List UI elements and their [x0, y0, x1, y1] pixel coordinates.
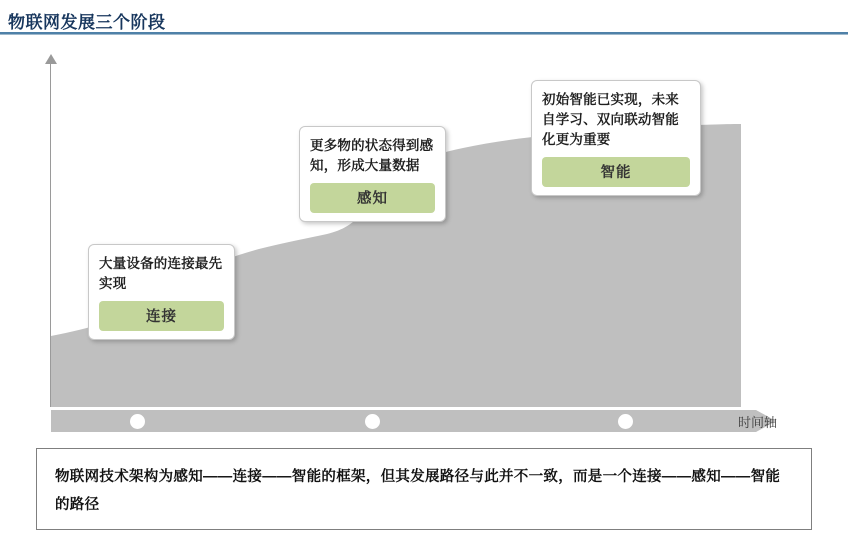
- time-axis-marker-3: [618, 414, 633, 429]
- stage-description-smart: 初始智能已实现，未来自学习、双向联动智能化更为重要: [542, 92, 679, 147]
- stage-card-smart: [531, 80, 701, 196]
- stage-chip-sense: 感知: [310, 183, 435, 213]
- stage-description-connect: 大量设备的连接最先实现: [99, 256, 223, 291]
- page-title: 物联网发展三个阶段: [8, 13, 166, 32]
- title-divider-secondary: [0, 34, 848, 35]
- y-axis-arrow-icon: [45, 54, 57, 64]
- stage-chip-smart: 智能: [542, 157, 690, 187]
- time-axis-marker-1: [130, 414, 145, 429]
- stage-description-sense: 更多物的状态得到感知，形成大量数据: [310, 138, 434, 173]
- conclusion-box: [36, 448, 812, 530]
- stage-card-sense: [299, 126, 446, 222]
- conclusion-text: 物联网技术架构为感知——连接——智能的框架，但其发展路径与此并不一致，而是一个连接——感知——智能的路径: [55, 469, 781, 513]
- time-axis-marker-2: [365, 414, 380, 429]
- time-axis-bar: [51, 410, 756, 432]
- stage-card-connect: [88, 244, 235, 340]
- x-axis-label: 时间轴: [738, 415, 778, 430]
- stage-chip-connect: 连接: [99, 301, 224, 331]
- stage-growth-chart: [0, 36, 848, 446]
